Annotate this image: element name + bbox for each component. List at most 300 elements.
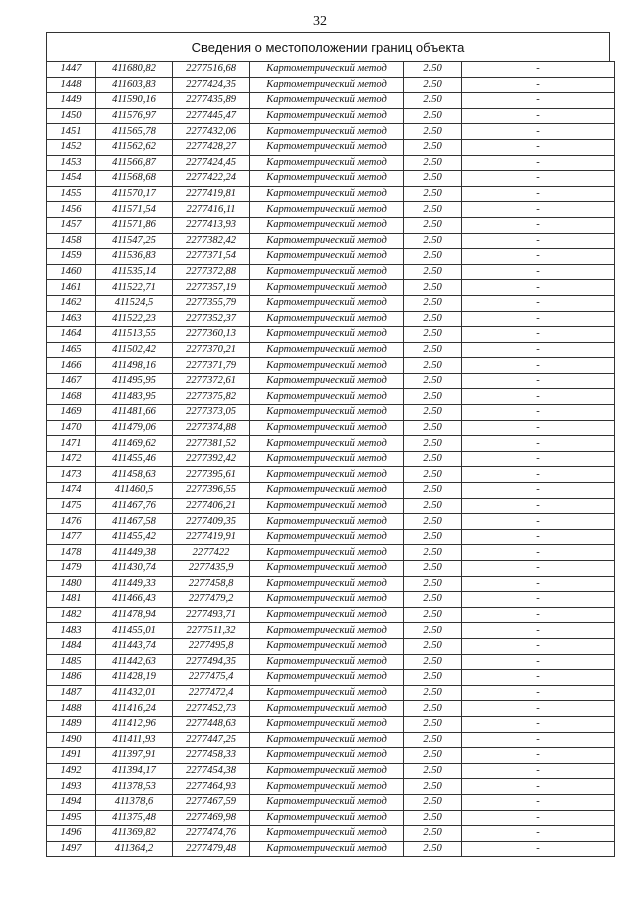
x-coordinate-cell: 411455,01 <box>96 623 173 639</box>
point-number-cell: 1488 <box>47 701 96 717</box>
y-coordinate-cell: 2277375,82 <box>173 389 250 405</box>
point-number-cell: 1480 <box>47 576 96 592</box>
description-cell: - <box>462 77 615 93</box>
accuracy-cell: 2.50 <box>404 794 462 810</box>
point-number-cell: 1484 <box>47 638 96 654</box>
description-cell: - <box>462 202 615 218</box>
method-cell: Картометрический метод <box>250 716 404 732</box>
x-coordinate-cell: 411428,19 <box>96 670 173 686</box>
accuracy-cell: 2.50 <box>404 436 462 452</box>
accuracy-cell: 2.50 <box>404 545 462 561</box>
accuracy-cell: 2.50 <box>404 451 462 467</box>
method-cell: Картометрический метод <box>250 467 404 483</box>
x-coordinate-cell: 411458,63 <box>96 467 173 483</box>
coordinates-table-body <box>47 62 615 857</box>
method-cell: Картометрический метод <box>250 295 404 311</box>
y-coordinate-cell: 2277479,2 <box>173 592 250 608</box>
method-cell: Картометрический метод <box>250 529 404 545</box>
accuracy-cell: 2.50 <box>404 779 462 795</box>
method-cell: Картометрический метод <box>250 561 404 577</box>
table-row <box>47 436 615 452</box>
point-number-cell: 1472 <box>47 451 96 467</box>
x-coordinate-cell: 411394,17 <box>96 763 173 779</box>
point-number-cell: 1486 <box>47 670 96 686</box>
y-coordinate-cell: 2277452,73 <box>173 701 250 717</box>
description-cell: - <box>462 295 615 311</box>
x-coordinate-cell: 411571,54 <box>96 202 173 218</box>
y-coordinate-cell: 2277472,4 <box>173 685 250 701</box>
y-coordinate-cell: 2277360,13 <box>173 327 250 343</box>
accuracy-cell: 2.50 <box>404 654 462 670</box>
method-cell: Картометрический метод <box>250 701 404 717</box>
point-number-cell: 1487 <box>47 685 96 701</box>
table-row <box>47 732 615 748</box>
y-coordinate-cell: 2277424,35 <box>173 77 250 93</box>
table-row <box>47 483 615 499</box>
x-coordinate-cell: 411524,5 <box>96 295 173 311</box>
point-number-cell: 1449 <box>47 93 96 109</box>
point-number-cell: 1476 <box>47 514 96 530</box>
x-coordinate-cell: 411513,55 <box>96 327 173 343</box>
table-row <box>47 342 615 358</box>
point-number-cell: 1494 <box>47 794 96 810</box>
point-number-cell: 1453 <box>47 155 96 171</box>
x-coordinate-cell: 411483,95 <box>96 389 173 405</box>
accuracy-cell: 2.50 <box>404 280 462 296</box>
point-number-cell: 1462 <box>47 295 96 311</box>
description-cell: - <box>462 420 615 436</box>
y-coordinate-cell: 2277413,93 <box>173 217 250 233</box>
accuracy-cell: 2.50 <box>404 529 462 545</box>
boundary-sheet <box>46 32 610 857</box>
x-coordinate-cell: 411397,91 <box>96 748 173 764</box>
description-cell: - <box>462 685 615 701</box>
y-coordinate-cell: 2277447,25 <box>173 732 250 748</box>
page-number: 32 <box>313 14 327 29</box>
method-cell: Картометрический метод <box>250 794 404 810</box>
description-cell: - <box>462 779 615 795</box>
accuracy-cell: 2.50 <box>404 638 462 654</box>
coordinates-table <box>46 61 615 857</box>
table-row <box>47 561 615 577</box>
accuracy-cell: 2.50 <box>404 670 462 686</box>
y-coordinate-cell: 2277474,76 <box>173 826 250 842</box>
description-cell: - <box>462 810 615 826</box>
y-coordinate-cell: 2277373,05 <box>173 405 250 421</box>
description-cell: - <box>462 405 615 421</box>
table-row <box>47 685 615 701</box>
table-row <box>47 405 615 421</box>
x-coordinate-cell: 411502,42 <box>96 342 173 358</box>
description-cell: - <box>462 264 615 280</box>
y-coordinate-cell: 2277467,59 <box>173 794 250 810</box>
x-coordinate-cell: 411364,2 <box>96 841 173 857</box>
x-coordinate-cell: 411416,24 <box>96 701 173 717</box>
y-coordinate-cell: 2277409,35 <box>173 514 250 530</box>
y-coordinate-cell: 2277370,21 <box>173 342 250 358</box>
accuracy-cell: 2.50 <box>404 685 462 701</box>
table-row <box>47 311 615 327</box>
table-row <box>47 576 615 592</box>
description-cell: - <box>462 498 615 514</box>
table-row <box>47 124 615 140</box>
accuracy-cell: 2.50 <box>404 763 462 779</box>
description-cell: - <box>462 327 615 343</box>
description-cell: - <box>462 748 615 764</box>
table-row <box>47 373 615 389</box>
description-cell: - <box>462 607 615 623</box>
point-number-cell: 1491 <box>47 748 96 764</box>
method-cell: Картометрический метод <box>250 654 404 670</box>
accuracy-cell: 2.50 <box>404 233 462 249</box>
accuracy-cell: 2.50 <box>404 748 462 764</box>
y-coordinate-cell: 2277352,37 <box>173 311 250 327</box>
accuracy-cell: 2.50 <box>404 592 462 608</box>
method-cell: Картометрический метод <box>250 779 404 795</box>
table-row <box>47 186 615 202</box>
x-coordinate-cell: 411535,14 <box>96 264 173 280</box>
table-row <box>47 93 615 109</box>
table-row <box>47 763 615 779</box>
method-cell: Картометрический метод <box>250 108 404 124</box>
y-coordinate-cell: 2277475,4 <box>173 670 250 686</box>
accuracy-cell: 2.50 <box>404 607 462 623</box>
y-coordinate-cell: 2277448,63 <box>173 716 250 732</box>
y-coordinate-cell: 2277516,68 <box>173 62 250 78</box>
table-row <box>47 467 615 483</box>
y-coordinate-cell: 2277371,79 <box>173 358 250 374</box>
description-cell: - <box>462 139 615 155</box>
accuracy-cell: 2.50 <box>404 483 462 499</box>
table-row <box>47 249 615 265</box>
x-coordinate-cell: 411442,63 <box>96 654 173 670</box>
x-coordinate-cell: 411536,83 <box>96 249 173 265</box>
method-cell: Картометрический метод <box>250 233 404 249</box>
x-coordinate-cell: 411603,83 <box>96 77 173 93</box>
description-cell: - <box>462 732 615 748</box>
point-number-cell: 1448 <box>47 77 96 93</box>
y-coordinate-cell: 2277511,32 <box>173 623 250 639</box>
x-coordinate-cell: 411571,86 <box>96 217 173 233</box>
point-number-cell: 1473 <box>47 467 96 483</box>
point-number-cell: 1455 <box>47 186 96 202</box>
table-row <box>47 607 615 623</box>
description-cell: - <box>462 576 615 592</box>
description-cell: - <box>462 623 615 639</box>
y-coordinate-cell: 2277419,81 <box>173 186 250 202</box>
y-coordinate-cell: 2277371,54 <box>173 249 250 265</box>
y-coordinate-cell: 2277395,61 <box>173 467 250 483</box>
y-coordinate-cell: 2277424,45 <box>173 155 250 171</box>
accuracy-cell: 2.50 <box>404 62 462 78</box>
x-coordinate-cell: 411466,43 <box>96 592 173 608</box>
table-row <box>47 264 615 280</box>
point-number-cell: 1463 <box>47 311 96 327</box>
description-cell: - <box>462 763 615 779</box>
y-coordinate-cell: 2277416,11 <box>173 202 250 218</box>
point-number-cell: 1477 <box>47 529 96 545</box>
accuracy-cell: 2.50 <box>404 186 462 202</box>
point-number-cell: 1447 <box>47 62 96 78</box>
table-row <box>47 826 615 842</box>
point-number-cell: 1468 <box>47 389 96 405</box>
method-cell: Картометрический метод <box>250 155 404 171</box>
y-coordinate-cell: 2277445,47 <box>173 108 250 124</box>
method-cell: Картометрический метод <box>250 451 404 467</box>
table-row <box>47 545 615 561</box>
x-coordinate-cell: 411369,82 <box>96 826 173 842</box>
point-number-cell: 1467 <box>47 373 96 389</box>
description-cell: - <box>462 638 615 654</box>
x-coordinate-cell: 411570,17 <box>96 186 173 202</box>
method-cell: Картометрический метод <box>250 358 404 374</box>
table-row <box>47 327 615 343</box>
point-number-cell: 1471 <box>47 436 96 452</box>
method-cell: Картометрический метод <box>250 217 404 233</box>
accuracy-cell: 2.50 <box>404 467 462 483</box>
description-cell: - <box>462 171 615 187</box>
y-coordinate-cell: 2277464,93 <box>173 779 250 795</box>
point-number-cell: 1492 <box>47 763 96 779</box>
y-coordinate-cell: 2277406,21 <box>173 498 250 514</box>
description-cell: - <box>462 311 615 327</box>
accuracy-cell: 2.50 <box>404 108 462 124</box>
point-number-cell: 1460 <box>47 264 96 280</box>
point-number-cell: 1482 <box>47 607 96 623</box>
y-coordinate-cell: 2277382,42 <box>173 233 250 249</box>
point-number-cell: 1478 <box>47 545 96 561</box>
accuracy-cell: 2.50 <box>404 217 462 233</box>
point-number-cell: 1456 <box>47 202 96 218</box>
method-cell: Картометрический метод <box>250 826 404 842</box>
point-number-cell: 1458 <box>47 233 96 249</box>
method-cell: Картометрический метод <box>250 420 404 436</box>
point-number-cell: 1485 <box>47 654 96 670</box>
description-cell: - <box>462 108 615 124</box>
point-number-cell: 1493 <box>47 779 96 795</box>
point-number-cell: 1450 <box>47 108 96 124</box>
y-coordinate-cell: 2277479,48 <box>173 841 250 857</box>
accuracy-cell: 2.50 <box>404 389 462 405</box>
table-row <box>47 233 615 249</box>
accuracy-cell: 2.50 <box>404 623 462 639</box>
y-coordinate-cell: 2277435,9 <box>173 561 250 577</box>
table-row <box>47 779 615 795</box>
x-coordinate-cell: 411375,48 <box>96 810 173 826</box>
table-row <box>47 810 615 826</box>
accuracy-cell: 2.50 <box>404 561 462 577</box>
method-cell: Картометрический метод <box>250 93 404 109</box>
table-row <box>47 498 615 514</box>
method-cell: Картометрический метод <box>250 139 404 155</box>
accuracy-cell: 2.50 <box>404 155 462 171</box>
table-row <box>47 62 615 78</box>
y-coordinate-cell: 2277372,88 <box>173 264 250 280</box>
method-cell: Картометрический метод <box>250 483 404 499</box>
description-cell: - <box>462 561 615 577</box>
point-number-cell: 1496 <box>47 826 96 842</box>
table-row <box>47 155 615 171</box>
method-cell: Картометрический метод <box>250 62 404 78</box>
accuracy-cell: 2.50 <box>404 826 462 842</box>
accuracy-cell: 2.50 <box>404 77 462 93</box>
method-cell: Картометрический метод <box>250 389 404 405</box>
point-number-cell: 1489 <box>47 716 96 732</box>
x-coordinate-cell: 411498,16 <box>96 358 173 374</box>
x-coordinate-cell: 411478,94 <box>96 607 173 623</box>
method-cell: Картометрический метод <box>250 638 404 654</box>
x-coordinate-cell: 411565,78 <box>96 124 173 140</box>
method-cell: Картометрический метод <box>250 311 404 327</box>
point-number-cell: 1466 <box>47 358 96 374</box>
point-number-cell: 1495 <box>47 810 96 826</box>
accuracy-cell: 2.50 <box>404 498 462 514</box>
accuracy-cell: 2.50 <box>404 295 462 311</box>
table-row <box>47 716 615 732</box>
description-cell: - <box>462 280 615 296</box>
description-cell: - <box>462 233 615 249</box>
accuracy-cell: 2.50 <box>404 373 462 389</box>
point-number-cell: 1479 <box>47 561 96 577</box>
description-cell: - <box>462 514 615 530</box>
method-cell: Картометрический метод <box>250 685 404 701</box>
description-cell: - <box>462 467 615 483</box>
y-coordinate-cell: 2277422,24 <box>173 171 250 187</box>
x-coordinate-cell: 411467,76 <box>96 498 173 514</box>
y-coordinate-cell: 2277495,8 <box>173 638 250 654</box>
table-row <box>47 139 615 155</box>
table-row <box>47 701 615 717</box>
accuracy-cell: 2.50 <box>404 841 462 857</box>
description-cell: - <box>462 217 615 233</box>
y-coordinate-cell: 2277355,79 <box>173 295 250 311</box>
method-cell: Картометрический метод <box>250 592 404 608</box>
table-row <box>47 638 615 654</box>
x-coordinate-cell: 411460,5 <box>96 483 173 499</box>
y-coordinate-cell: 2277454,38 <box>173 763 250 779</box>
point-number-cell: 1475 <box>47 498 96 514</box>
point-number-cell: 1464 <box>47 327 96 343</box>
description-cell: - <box>462 529 615 545</box>
accuracy-cell: 2.50 <box>404 139 462 155</box>
accuracy-cell: 2.50 <box>404 93 462 109</box>
y-coordinate-cell: 2277469,98 <box>173 810 250 826</box>
method-cell: Картометрический метод <box>250 342 404 358</box>
method-cell: Картометрический метод <box>250 124 404 140</box>
x-coordinate-cell: 411469,62 <box>96 436 173 452</box>
x-coordinate-cell: 411576,97 <box>96 108 173 124</box>
description-cell: - <box>462 654 615 670</box>
y-coordinate-cell: 2277357,19 <box>173 280 250 296</box>
table-row <box>47 841 615 857</box>
accuracy-cell: 2.50 <box>404 576 462 592</box>
description-cell: - <box>462 841 615 857</box>
table-row <box>47 748 615 764</box>
table-row <box>47 420 615 436</box>
description-cell: - <box>462 545 615 561</box>
point-number-cell: 1490 <box>47 732 96 748</box>
x-coordinate-cell: 411522,23 <box>96 311 173 327</box>
description-cell: - <box>462 62 615 78</box>
table-row <box>47 514 615 530</box>
point-number-cell: 1452 <box>47 139 96 155</box>
table-row <box>47 108 615 124</box>
x-coordinate-cell: 411479,06 <box>96 420 173 436</box>
accuracy-cell: 2.50 <box>404 264 462 280</box>
method-cell: Картометрический метод <box>250 763 404 779</box>
description-cell: - <box>462 373 615 389</box>
table-row <box>47 280 615 296</box>
x-coordinate-cell: 411680,82 <box>96 62 173 78</box>
description-cell: - <box>462 186 615 202</box>
table-row <box>47 670 615 686</box>
method-cell: Картометрический метод <box>250 77 404 93</box>
x-coordinate-cell: 411522,71 <box>96 280 173 296</box>
accuracy-cell: 2.50 <box>404 405 462 421</box>
method-cell: Картометрический метод <box>250 249 404 265</box>
accuracy-cell: 2.50 <box>404 124 462 140</box>
description-cell: - <box>462 124 615 140</box>
x-coordinate-cell: 411412,96 <box>96 716 173 732</box>
description-cell: - <box>462 794 615 810</box>
y-coordinate-cell: 2277458,8 <box>173 576 250 592</box>
x-coordinate-cell: 411378,6 <box>96 794 173 810</box>
point-number-cell: 1454 <box>47 171 96 187</box>
y-coordinate-cell: 2277458,33 <box>173 748 250 764</box>
method-cell: Картометрический метод <box>250 202 404 218</box>
description-cell: - <box>462 155 615 171</box>
description-cell: - <box>462 358 615 374</box>
description-cell: - <box>462 389 615 405</box>
accuracy-cell: 2.50 <box>404 311 462 327</box>
x-coordinate-cell: 411455,42 <box>96 529 173 545</box>
table-row <box>47 77 615 93</box>
y-coordinate-cell: 2277494,35 <box>173 654 250 670</box>
description-cell: - <box>462 701 615 717</box>
table-row <box>47 389 615 405</box>
point-number-cell: 1470 <box>47 420 96 436</box>
method-cell: Картометрический метод <box>250 436 404 452</box>
description-cell: - <box>462 716 615 732</box>
table-row <box>47 217 615 233</box>
table-row <box>47 451 615 467</box>
description-cell: - <box>462 483 615 499</box>
y-coordinate-cell: 2277372,61 <box>173 373 250 389</box>
method-cell: Картометрический метод <box>250 373 404 389</box>
x-coordinate-cell: 411455,46 <box>96 451 173 467</box>
method-cell: Картометрический метод <box>250 576 404 592</box>
accuracy-cell: 2.50 <box>404 420 462 436</box>
method-cell: Картометрический метод <box>250 264 404 280</box>
point-number-cell: 1459 <box>47 249 96 265</box>
method-cell: Картометрический метод <box>250 732 404 748</box>
y-coordinate-cell: 2277432,06 <box>173 124 250 140</box>
method-cell: Картометрический метод <box>250 327 404 343</box>
method-cell: Картометрический метод <box>250 280 404 296</box>
description-cell: - <box>462 592 615 608</box>
table-row <box>47 794 615 810</box>
accuracy-cell: 2.50 <box>404 342 462 358</box>
x-coordinate-cell: 411449,38 <box>96 545 173 561</box>
description-cell: - <box>462 826 615 842</box>
method-cell: Картометрический метод <box>250 186 404 202</box>
accuracy-cell: 2.50 <box>404 171 462 187</box>
point-number-cell: 1474 <box>47 483 96 499</box>
x-coordinate-cell: 411495,95 <box>96 373 173 389</box>
accuracy-cell: 2.50 <box>404 701 462 717</box>
x-coordinate-cell: 411449,33 <box>96 576 173 592</box>
table-row <box>47 623 615 639</box>
